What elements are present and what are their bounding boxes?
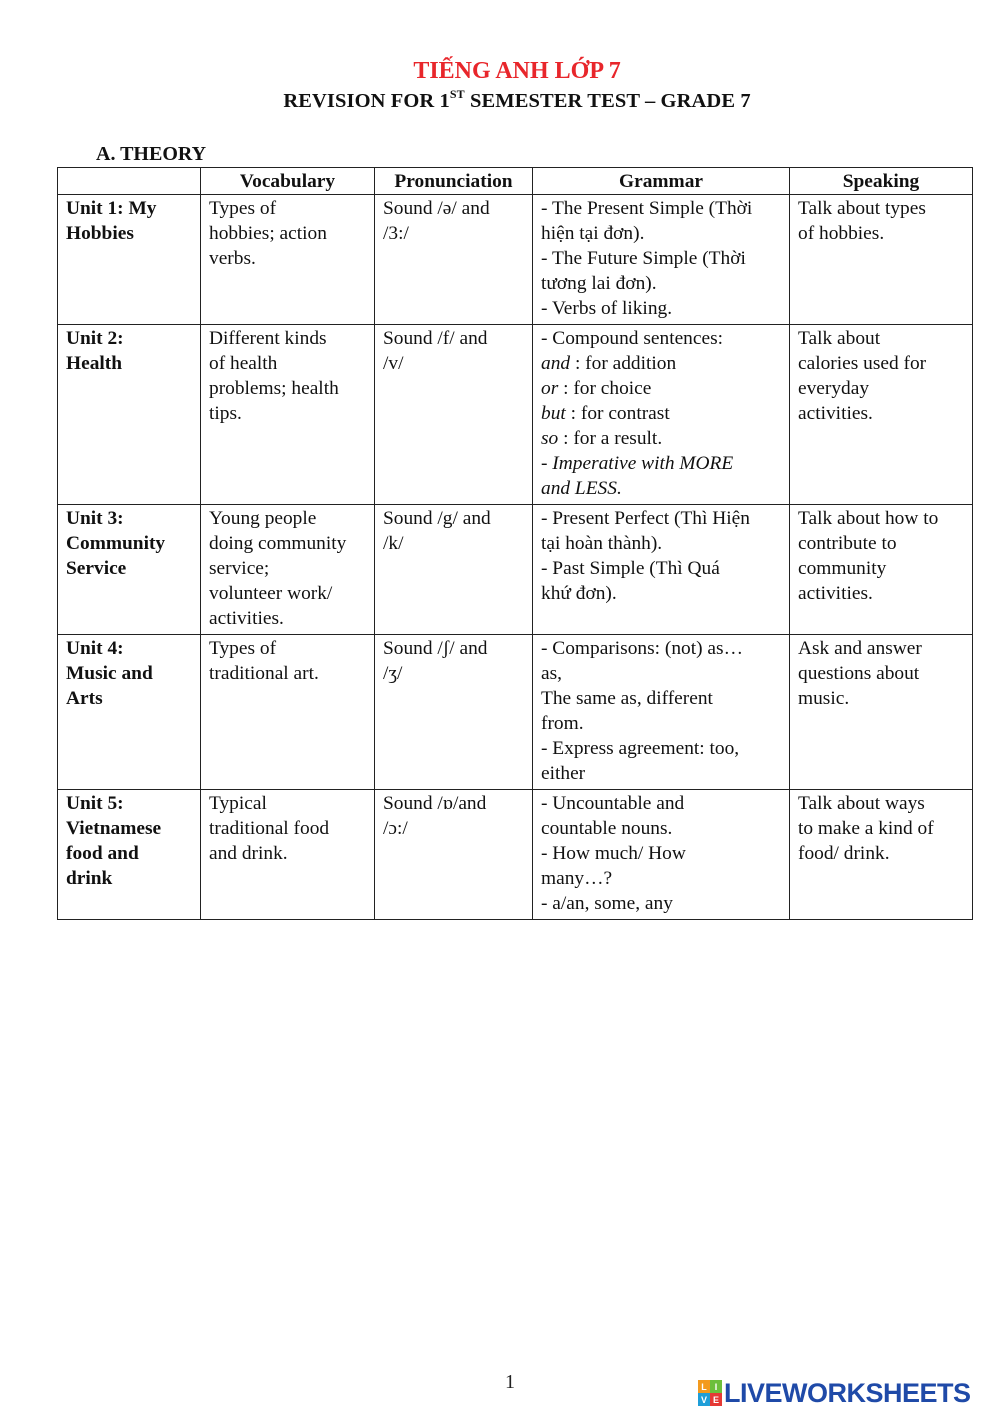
grammar-cell [533, 195, 790, 325]
unit-line: Health [66, 353, 123, 374]
unit-line: Unit 3: [66, 508, 124, 529]
grammar-line: - Verbs of liking. [541, 298, 673, 319]
unit-cell [58, 790, 201, 920]
grammar-line: hiện tại đơn). [541, 223, 645, 244]
grammar-keyword-meaning: : for a result. [558, 428, 663, 449]
vocabulary-line: Typical [209, 793, 267, 814]
logo-tile: V [698, 1393, 710, 1406]
pronunciation-line: /v/ [383, 353, 404, 374]
speaking-line: activities. [798, 583, 873, 604]
unit-line: food and [66, 843, 139, 864]
vocabulary-line: of health [209, 353, 278, 374]
vocabulary-cell [201, 195, 375, 325]
logo-tile: E [710, 1393, 722, 1406]
unit-line: Vietnamese [66, 818, 162, 839]
vocabulary-line: Types of [209, 198, 277, 219]
grammar-line [541, 376, 781, 401]
pronunciation-line: Sound /ɒ/and [383, 793, 487, 814]
logo-text: LIVEWORKSHEETS [724, 1377, 971, 1408]
pronunciation-line: /3:/ [383, 223, 409, 244]
grammar-line: - a/an, some, any [541, 893, 673, 914]
unit-line: Unit 4: [66, 638, 124, 659]
grammar-keyword-meaning: : for choice [558, 378, 652, 399]
vocabulary-line: problems; health [209, 378, 339, 399]
unit-line: Unit 1: My [66, 198, 157, 219]
speaking-line: Talk about types [798, 198, 926, 219]
grammar-line: The same as, different [541, 688, 713, 709]
pronunciation-line: Sound /f/ and [383, 328, 488, 349]
liveworksheets-logo [698, 1378, 971, 1408]
unit-line: Arts [66, 688, 103, 709]
grammar-cell [533, 790, 790, 920]
grammar-line: - The Future Simple (Thời [541, 248, 746, 269]
vocabulary-line: verbs. [209, 248, 256, 269]
pronunciation-line: /ʒ/ [383, 663, 403, 684]
speaking-line: Ask and answer [798, 638, 922, 659]
speaking-line: to make a kind of [798, 818, 934, 839]
table-row [58, 195, 973, 325]
pronunciation-cell [375, 505, 533, 635]
grammar-line: countable nouns. [541, 818, 673, 839]
pronunciation-line: Sound /ə/ and [383, 198, 490, 219]
speaking-cell [790, 505, 973, 635]
pronunciation-line: /ɔ:/ [383, 818, 408, 839]
speaking-line: Talk about how to [798, 508, 939, 529]
unit-cell [58, 325, 201, 505]
speaking-line: calories used for [798, 353, 927, 374]
grammar-keyword: and [541, 353, 571, 374]
pronunciation-cell [375, 635, 533, 790]
speaking-line: activities. [798, 403, 873, 424]
speaking-line: Talk about ways [798, 793, 925, 814]
speaking-line: music. [798, 688, 850, 709]
grammar-keyword-meaning: : for contrast [565, 403, 670, 424]
grammar-line: - Imperative with MORE [541, 453, 734, 474]
speaking-cell [790, 325, 973, 505]
grammar-line: - Past Simple (Thì Quá [541, 558, 720, 579]
unit-cell [58, 505, 201, 635]
grammar-line: khứ đơn). [541, 583, 617, 604]
speaking-cell [790, 790, 973, 920]
pronunciation-cell [375, 325, 533, 505]
speaking-cell [790, 195, 973, 325]
table-body [58, 195, 973, 920]
speaking-cell [790, 635, 973, 790]
vocabulary-line: Different kinds [209, 328, 327, 349]
header-cell-empty [58, 168, 201, 195]
section-title: A. THEORY [96, 143, 207, 165]
unit-line: Service [66, 558, 127, 579]
vocabulary-line: volunteer work/ [209, 583, 333, 604]
grammar-line: tại hoàn thành). [541, 533, 663, 554]
speaking-line: questions about [798, 663, 920, 684]
grammar-line: - How much/ How [541, 843, 686, 864]
unit-line: Community [66, 533, 166, 554]
grammar-keyword-meaning: : for addition [570, 353, 677, 374]
document-subtitle: REVISION FOR 1ST SEMESTER TEST – GRADE 7 [283, 87, 751, 112]
speaking-line: Talk about [798, 328, 881, 349]
grammar-line: and LESS. [541, 478, 622, 499]
grammar-keyword: but [541, 403, 566, 424]
page-number: 1 [505, 1371, 515, 1393]
unit-cell [58, 635, 201, 790]
grammar-line: many…? [541, 868, 613, 889]
table-row [58, 505, 973, 635]
unit-line: Music and [66, 663, 153, 684]
grammar-line: tương lai đơn). [541, 273, 657, 294]
header-cell-speaking: Speaking [790, 168, 973, 195]
table-row [58, 325, 973, 505]
vocabulary-line: hobbies; action [209, 223, 327, 244]
pronunciation-cell [375, 790, 533, 920]
table-row [58, 635, 973, 790]
vocabulary-line: traditional food [209, 818, 330, 839]
grammar-line: - The Present Simple (Thời [541, 198, 753, 219]
liveworksheets-logo-icon [698, 1380, 722, 1406]
theory-table [57, 167, 973, 920]
speaking-line: of hobbies. [798, 223, 885, 244]
grammar-line: - Uncountable and [541, 793, 685, 814]
grammar-line: as, [541, 663, 563, 684]
grammar-cell [533, 325, 790, 505]
table-row [58, 790, 973, 920]
vocabulary-line: Types of [209, 638, 277, 659]
grammar-line: - Express agreement: too, [541, 738, 740, 759]
vocabulary-line: Young people [209, 508, 317, 529]
unit-line: drink [66, 868, 113, 889]
vocabulary-cell [201, 635, 375, 790]
grammar-keyword: so [541, 428, 559, 449]
grammar-line: - Comparisons: (not) as… [541, 638, 743, 659]
vocabulary-line: service; [209, 558, 270, 579]
header-cell-vocabulary: Vocabulary [201, 168, 375, 195]
header-cell-grammar: Grammar [533, 168, 790, 195]
pronunciation-line: Sound /ʃ/ and [383, 638, 488, 659]
speaking-line: food/ drink. [798, 843, 890, 864]
vocabulary-line: traditional art. [209, 663, 319, 684]
vocabulary-line: and drink. [209, 843, 288, 864]
speaking-line: contribute to [798, 533, 897, 554]
pronunciation-line: Sound /g/ and [383, 508, 491, 529]
header-cell-pronunciation: Pronunciation [375, 168, 533, 195]
pronunciation-line: /k/ [383, 533, 404, 554]
vocabulary-line: tips. [209, 403, 242, 424]
vocabulary-line: activities. [209, 608, 284, 629]
grammar-line [541, 351, 781, 376]
grammar-line: either [541, 763, 586, 784]
unit-line: Unit 5: [66, 793, 124, 814]
vocabulary-cell [201, 325, 375, 505]
grammar-line [541, 401, 781, 426]
grammar-cell [533, 505, 790, 635]
grammar-keyword: or [541, 378, 559, 399]
vocabulary-line: doing community [209, 533, 347, 554]
unit-line: Hobbies [66, 223, 134, 244]
vocabulary-cell [201, 505, 375, 635]
grammar-cell [533, 635, 790, 790]
unit-cell [58, 195, 201, 325]
speaking-line: everyday [798, 378, 870, 399]
logo-tile: I [710, 1380, 722, 1393]
document-title: TIẾNG ANH LỚP 7 [413, 58, 621, 84]
vocabulary-cell [201, 790, 375, 920]
grammar-line [541, 426, 781, 451]
grammar-line: - Compound sentences: [541, 328, 724, 349]
grammar-line: from. [541, 713, 584, 734]
pronunciation-cell [375, 195, 533, 325]
unit-line: Unit 2: [66, 328, 124, 349]
logo-tile: L [698, 1380, 710, 1393]
table-header-row [58, 168, 973, 195]
grammar-line: - Present Perfect (Thì Hiện [541, 508, 750, 529]
speaking-line: community [798, 558, 887, 579]
